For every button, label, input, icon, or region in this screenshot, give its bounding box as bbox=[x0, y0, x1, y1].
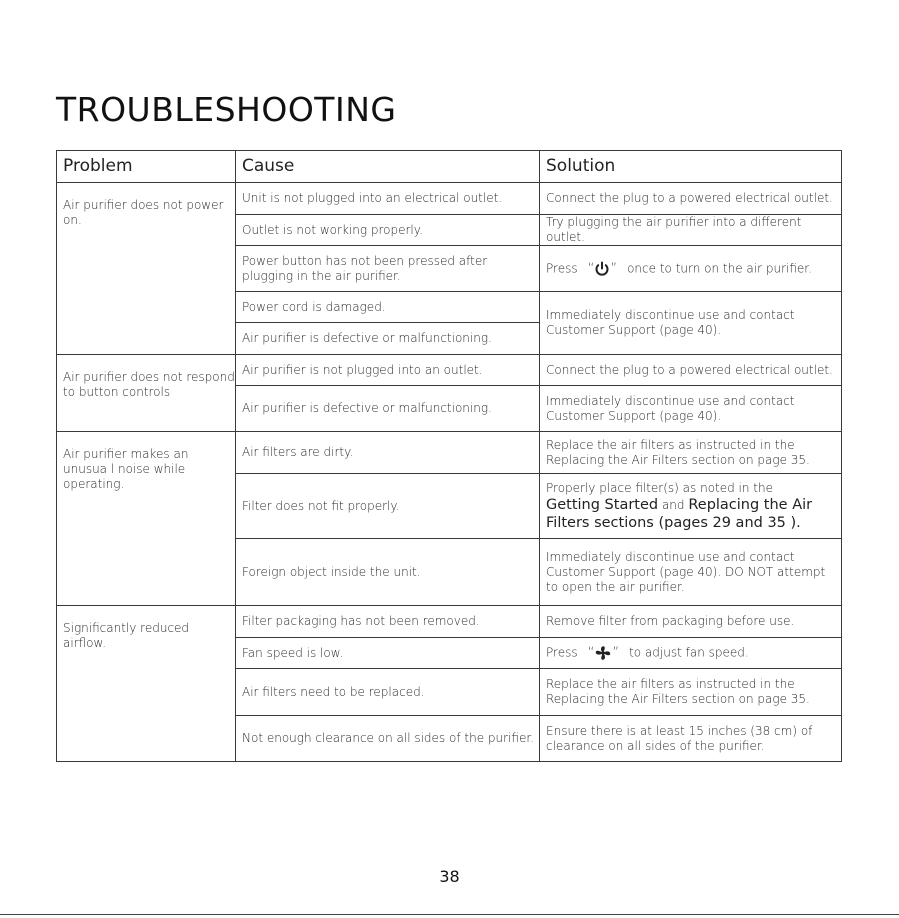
page-title: TROUBLESHOOTING bbox=[56, 90, 397, 129]
solution-cell: Remove filter from packaging before use. bbox=[540, 606, 842, 638]
cause-cell: Outlet is not working properly. bbox=[236, 215, 540, 246]
header-solution: Solution bbox=[540, 151, 842, 183]
problem-cell: Significantly reduced airflow. bbox=[57, 606, 236, 762]
solution-cell: Ensure there is at least 15 inches (38 cm) of clearance on all sides of the purifier. bbox=[540, 716, 842, 762]
and-text: and bbox=[661, 497, 685, 512]
solution-cell: Connect the plug to a powered electrical outlet. bbox=[540, 355, 842, 386]
solution-press-text: Press bbox=[546, 645, 578, 660]
cause-cell: Air purifier is not plugged into an outlet. bbox=[236, 355, 540, 386]
solution-cell bbox=[540, 474, 842, 539]
cause-cell: Filter packaging has not been removed. bbox=[236, 606, 540, 638]
solution-after-text: to adjust fan speed. bbox=[629, 645, 749, 660]
cause-cell: Air purifier is defective or malfunctioning. bbox=[236, 323, 540, 355]
power-icon bbox=[594, 261, 610, 277]
open-quote: “ bbox=[587, 645, 595, 661]
cause-cell: Foreign object inside the unit. bbox=[236, 539, 540, 606]
solution-cell: Immediately discontinue use and contact Customer Support (page 40). bbox=[540, 386, 842, 432]
close-quote: ” bbox=[612, 645, 620, 661]
solution-cell: Connect the plug to a powered electrical outlet. bbox=[540, 183, 842, 215]
table-row bbox=[57, 432, 842, 474]
open-quote: “ bbox=[587, 261, 595, 276]
solution-after-text: once to turn on the air purifier. bbox=[627, 261, 812, 275]
fan-icon bbox=[594, 644, 612, 662]
table-row bbox=[57, 183, 842, 215]
cause-cell: Air purifier is defective or malfunctioning. bbox=[236, 386, 540, 432]
solution-cell bbox=[540, 638, 842, 669]
header-problem: Problem bbox=[57, 151, 236, 183]
bottom-divider bbox=[0, 914, 899, 915]
solution-cell bbox=[540, 246, 842, 292]
solution-cell: Replace the air filters as instructed in the Replacing the Air Filters section on page 35. bbox=[540, 432, 842, 474]
cause-cell: Filter does not fit properly. bbox=[236, 474, 540, 539]
page-number: 38 bbox=[439, 867, 460, 886]
problem-cell: Air purifier does not respond to button controls bbox=[57, 355, 236, 432]
solution-press-text: Press bbox=[546, 261, 578, 275]
cause-cell: Fan speed is low. bbox=[236, 638, 540, 669]
cause-cell: Unit is not plugged into an electrical outlet. bbox=[236, 183, 540, 215]
getting-started-ref: Getting Started bbox=[546, 496, 659, 513]
solution-intro-text: Properly place filter(s) as noted in the bbox=[546, 480, 773, 495]
problem-cell: Air purifier makes an unusua l noise while operating. bbox=[57, 432, 236, 606]
replacing-filters-ref: Replacing the Air Filters sections (pages 29 and 35 ). bbox=[546, 496, 813, 531]
solution-cell: Try plugging the air purifier into a different outlet. bbox=[540, 215, 842, 246]
close-quote: ” bbox=[610, 261, 618, 276]
table-header-row bbox=[57, 151, 842, 183]
cause-cell: Air filters need to be replaced. bbox=[236, 669, 540, 716]
cause-cell: Not enough clearance on all sides of the purifier. bbox=[236, 716, 540, 762]
cause-cell: Power cord is damaged. bbox=[236, 292, 540, 323]
solution-cell: Immediately discontinue use and contact Customer Support (page 40). bbox=[540, 292, 842, 355]
header-cause: Cause bbox=[236, 151, 540, 183]
table-row bbox=[57, 355, 842, 386]
cause-cell: Air filters are dirty. bbox=[236, 432, 540, 474]
table-row bbox=[57, 606, 842, 638]
troubleshooting-table bbox=[56, 150, 842, 762]
solution-cell: Replace the air filters as instructed in the Replacing the Air Filters section on page 35. bbox=[540, 669, 842, 716]
problem-cell: Air purifier does not power on. bbox=[57, 183, 236, 355]
cause-cell: Power button has not been pressed after plugging in the air purifier. bbox=[236, 246, 540, 292]
solution-cell: Immediately discontinue use and contact Customer Support (page 40). DO NOT attempt to open the air purifier. bbox=[540, 539, 842, 606]
